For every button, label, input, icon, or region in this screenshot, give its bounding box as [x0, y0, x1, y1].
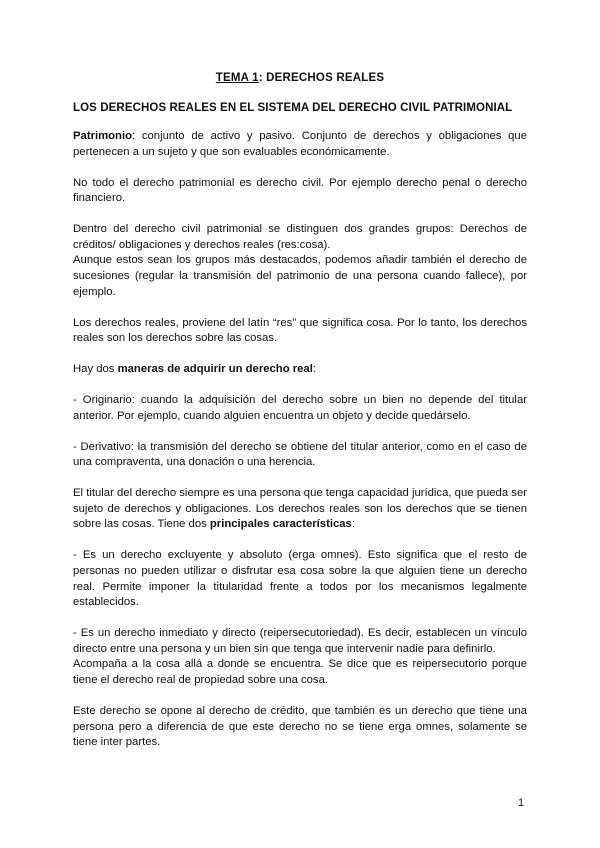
term-patrimonio: Patrimonio: [73, 130, 132, 142]
paragraph-grupos: Dentro del derecho civil patrimonial se distinguen dos grandes grupos: Derechos de créditos/ obligaciones y derechos reales (res:cosa).: [73, 223, 527, 251]
paragraph-originario: - Originario: cuando la adquisición del derecho sobre un bien no depende del titular anterior. Por ejemplo, cuando alguien encuentra un objeto y decide quedárselo.: [73, 394, 527, 422]
paragraph-acompana: Acompaña a la cosa allá a donde se encuentra. Se dice que es reipersecutorio porque tiene el derecho real de propiedad sobre una cosa.: [73, 658, 527, 686]
document-body: [73, 129, 527, 766]
title-label: TEMA 1: [215, 72, 259, 84]
definition-patrimonio: : conjunto de activo y pasivo. Conjunto de derechos y obligaciones que pertenecen a un sujeto y que son evaluables económicamente.: [73, 130, 527, 158]
section-heading: LOS DERECHOS REALES EN EL SISTEMA DEL DERECHO CIVIL PATRIMONIAL: [73, 102, 513, 114]
paragraph-excluyente: - Es un derecho excluyente y absoluto (erga omnes). Esto significa que el resto de personas no pueden utilizar o disfrutar esa cosa sobre la que alguien tiene un derecho real. Permite imponer la titularidad frente a todos por los mecanismos legalmente establecidos.: [73, 549, 527, 609]
paragraph-titular: [73, 486, 527, 533]
paragraph-patrimonio: [73, 129, 527, 160]
paragraph-sucesiones: Aunque estos sean los grupos más destacados, podemos añadir también el derecho de sucesiones (regular la transmisión del patrimonio de una persona cuando fallece), por ejemplo.: [73, 254, 527, 298]
paragraph-inmediato: - Es un derecho inmediato y directo (reipersecutoriedad). Es decir, establecen un vínculo directo entre una persona y un bien sin que tenga que intervenir nadie para definirlo.: [73, 627, 527, 655]
titular-bold: principales características: [209, 518, 352, 531]
paragraph-res: Los derechos reales, proviene del latín “res” que significa cosa. Por lo tanto, los derechos reales son los derechos sobre las cosas.: [73, 316, 527, 345]
maneras-after: :: [312, 363, 316, 376]
page-number: 1: [518, 797, 525, 809]
maneras-bold: maneras de adquirir un derecho real: [117, 363, 313, 376]
paragraph-derivativo: - Derivativo: la transmisión del derecho se obtiene del titular anterior, como en el caso de una compraventa, una donación o una herencia.: [73, 440, 527, 469]
paragraph-maneras: [73, 362, 527, 378]
titular-text: El titular del derecho siempre es una persona que tenga capacidad jurídica, que pueda ser sujeto de derechos y obligaciones. Los derechos reales son los derechos que se tienen sobre las cosas. Tiene dos: [73, 487, 527, 531]
paragraph-credito: Este derecho se opone al derecho de crédito, que también es un derecho que tiene una persona pero a diferencia de que este derecho no se tiene erga omnes, solamente se tiene inter partes.: [73, 704, 527, 749]
maneras-before: Hay dos: [73, 363, 118, 376]
title-text: : DERECHOS REALES: [258, 72, 385, 84]
paragraph-derecho-patrimonial: No todo el derecho patrimonial es derecho civil. Por ejemplo derecho penal o derecho financiero.: [73, 176, 527, 205]
page-title: [0, 72, 600, 84]
titular-after: :: [351, 518, 355, 531]
